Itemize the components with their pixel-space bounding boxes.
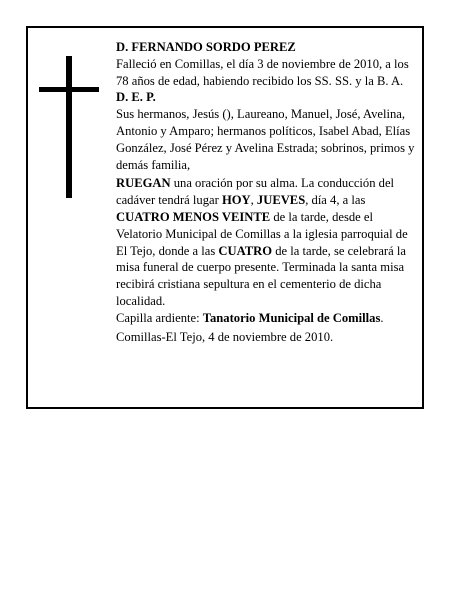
time-mass: CUATRO bbox=[218, 243, 273, 258]
deceased-name bbox=[116, 39, 416, 56]
funeral-request bbox=[116, 175, 416, 309]
hoy-text: HOY bbox=[221, 193, 251, 208]
chapel-end: . bbox=[380, 310, 384, 325]
request-comma: , bbox=[250, 193, 257, 208]
request-text-4: de la tarde, se celebrará la misa funeral de cuerpo presente. Terminada la santa misa recibirá cristiana sepultura en el cementerio de dicha localidad. bbox=[116, 243, 406, 308]
place-date: Comillas-El Tejo, 4 de noviembre de 2010. bbox=[116, 329, 334, 344]
request-text-2: , día 4, a las bbox=[305, 193, 366, 208]
obituary-frame bbox=[26, 26, 424, 409]
cross-vertical-bar bbox=[66, 56, 72, 198]
rip-text: D. E. P. bbox=[116, 90, 156, 105]
deceased-name-text: D. FERNANDO SORDO PEREZ bbox=[116, 40, 296, 54]
rip-line bbox=[116, 89, 416, 106]
request-text-3: de la tarde, desde el Velatorio Municipal de Comillas a la iglesia parroquial de El Tejo, donde a las bbox=[116, 209, 408, 258]
obituary-text bbox=[116, 39, 416, 345]
request-text-1: una oración por su alma. La conducción del cadáver tendrá lugar bbox=[116, 176, 395, 208]
ruegan-text: RUEGAN bbox=[116, 176, 171, 191]
cross-horizontal-bar bbox=[39, 87, 99, 92]
chapel-line bbox=[116, 310, 416, 327]
cross-icon bbox=[39, 56, 99, 198]
chapel-place: Tanatorio Municipal de Comillas bbox=[202, 310, 381, 325]
death-notice: Falleció en Comillas, el día 3 de noviembre de 2010, a los 78 años de edad, habiendo recibido los SS. SS. y la B. A. bbox=[116, 56, 409, 88]
time-conduction: CUATRO MENOS VEINTE bbox=[116, 209, 271, 224]
jueves-text: JUEVES bbox=[256, 193, 306, 208]
family-list: Sus hermanos, Jesús (), Laureano, Manuel, José, Avelina, Antonio y Amparo; hermanos políticos, Isabel Abad, Elías González, José Pérez y Avelina Estrada; sobrinos, primos y demás familia, bbox=[116, 107, 415, 172]
chapel-label: Capilla ardiente: bbox=[116, 310, 203, 325]
